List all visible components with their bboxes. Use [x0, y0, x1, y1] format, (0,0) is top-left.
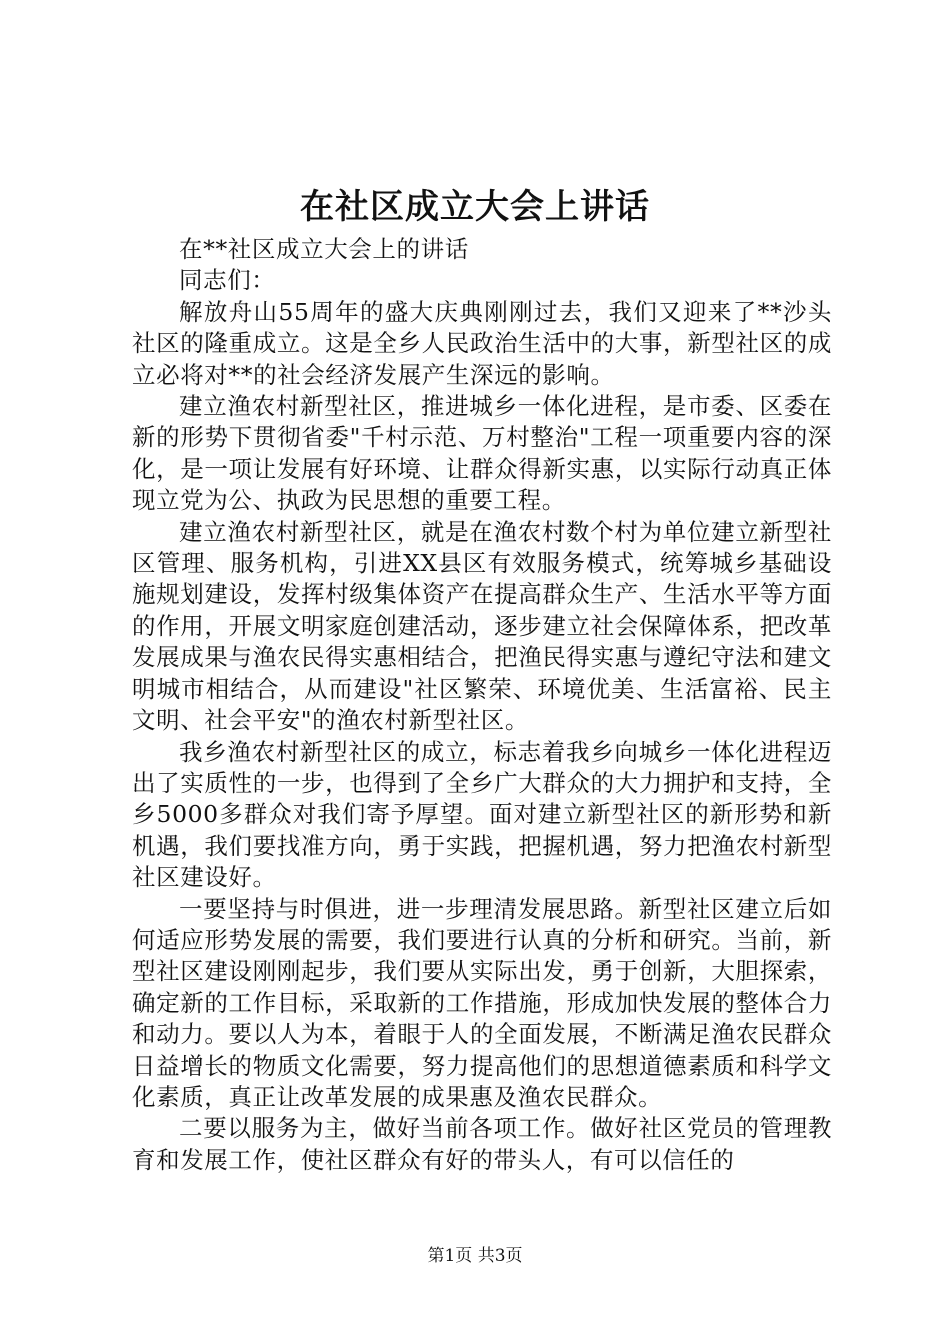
paragraph-salutation: 同志们： — [179, 266, 276, 295]
paragraph: 一要坚持与时俱进，进一步理清发展思路。新型社区建立后如何适应形势发展的需要，我们要进行认真的分析和研究。当前，新型社区建设刚刚起步，我们要从实际出发，勇于创新，大胆探索，确定新的工作目标，采取新的工作措施，形成加快发展的整体合力和动力。要以人为本，着眼于人的全面发展，不断满足渔农民群众日益增长的物质文化需要，努力提高他们的思想道德素质和科学文化素质，真正让改革发展的成果惠及渔农民群众。 — [132, 894, 832, 1111]
page-title: 在社区成立大会上讲话 — [300, 187, 650, 227]
page-footer: 第1页 共3页 — [427, 1246, 523, 1266]
paragraph: 我乡渔农村新型社区的成立，标志着我乡向城乡一体化进程迈出了实质性的一步，也得到了全乡广大群众的大力拥护和支持，全乡5000多群众对我们寄予厚望。面对建立新型社区的新形势和新机遇，我们要找准方向，勇于实践，把握机遇，努力把渔农村新型社区建设好。 — [132, 737, 832, 892]
paragraph: 解放舟山55周年的盛大庆典刚刚过去，我们又迎来了**沙头社区的隆重成立。这是全乡人民政治生活中的大事，新型社区的成立必将对**的社会经济发展产生深远的影响。 — [132, 297, 832, 389]
document-body — [132, 234, 832, 1176]
paragraph: 建立渔农村新型社区，就是在渔农村数个村为单位建立新型社区管理、服务机构，引进XX县区有效服务模式，统筹城乡基础设施规划建设，发挥村级集体资产在提高群众生产、生活水平等方面的作用，开展文明家庭创建活动，逐步建立社会保障体系，把改革发展成果与渔农民得实惠相结合，把渔民得实惠与遵纪守法和建文明城市相结合，从而建设"社区繁荣、环境优美、生活富裕、民主文明、社会平安"的渔农村新型社区。 — [132, 517, 832, 735]
paragraph: 二要以服务为主，做好当前各项工作。做好社区党员的管理教育和发展工作，使社区群众有好的带头人，有可以信任的 — [132, 1114, 832, 1174]
paragraph: 建立渔农村新型社区，推进城乡一体化进程，是市委、区委在新的形势下贯彻省委"千村示范、万村整治"工程一项重要内容的深化，是一项让发展有好环境、让群众得新实惠，以实际行动真正体现立党为公、执政为民思想的重要工程。 — [132, 392, 832, 515]
paragraph-subtitle: 在**社区成立大会上的讲话 — [179, 235, 469, 263]
